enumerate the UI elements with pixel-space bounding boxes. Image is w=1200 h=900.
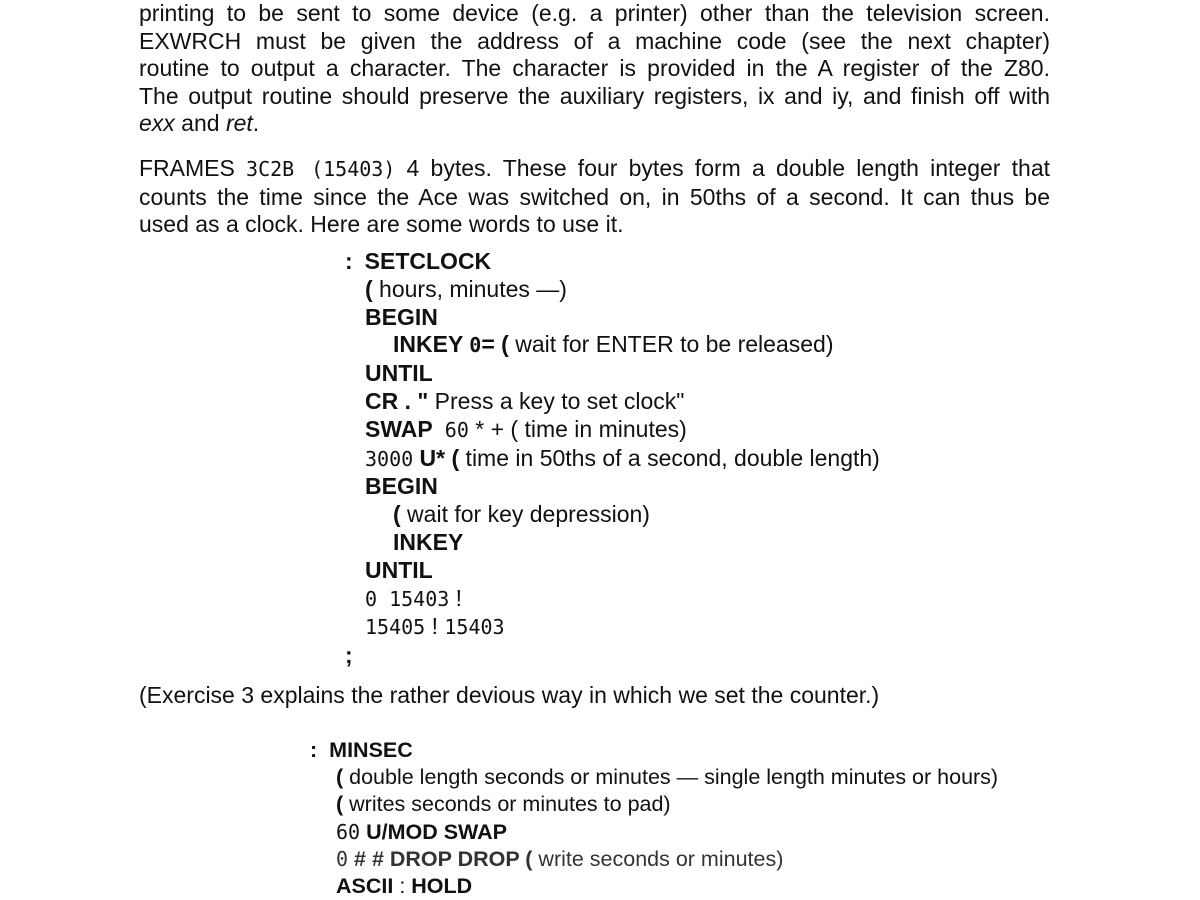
- period: .: [252, 110, 260, 136]
- keyword: INKEY: [393, 331, 470, 358]
- frames-line-3: used as a clock. Here are some words to use it.: [139, 211, 624, 237]
- comment: write seconds or minutes): [532, 846, 784, 871]
- exercise-note-text: (Exercise 3 explains the rather devious way in which we set the counter.): [139, 682, 880, 708]
- comment: wait for key depression): [400, 501, 650, 528]
- minsec-header: [310, 737, 972, 764]
- minsec-code-block: [310, 737, 999, 900]
- code-line: [365, 388, 880, 416]
- exx-term: exx: [139, 110, 175, 136]
- frames-hex: 3C2B: [246, 157, 295, 181]
- paren: (: [336, 765, 344, 790]
- colon: :: [345, 248, 353, 274]
- code-end: ;: [345, 642, 353, 669]
- number: 15405: [365, 615, 426, 640]
- code-line: [365, 613, 880, 642]
- intro-paragraph: [139, 0, 1050, 138]
- intro-line-2: EXWRCH must be given the address of a machine code (see the next chapter): [139, 27, 1050, 54]
- string-text: Press a key to set clock": [428, 387, 685, 414]
- keyword: !: [449, 584, 463, 611]
- comment: time in 50ths of a second, double length): [459, 444, 880, 471]
- paren: (: [365, 275, 373, 302]
- setclock-code-block: [345, 248, 880, 670]
- frames-paragraph: [139, 155, 1050, 239]
- minsec-name: MINSEC: [329, 738, 413, 762]
- code-line: [365, 585, 880, 614]
- keyword: U/MOD SWAP: [360, 819, 508, 844]
- paren: (: [393, 501, 401, 528]
- comment: double length seconds or minutes — single length minutes or hours): [343, 765, 999, 790]
- code-line: [336, 873, 998, 900]
- code-line: [365, 416, 880, 445]
- and-text: and: [174, 110, 226, 136]
- number: 60: [336, 819, 361, 844]
- comment: * + ( time in minutes): [468, 415, 687, 442]
- number: 0 15403: [365, 586, 450, 611]
- exercise-note: [139, 682, 1050, 710]
- keyword: HOLD: [411, 874, 473, 899]
- keyword: CR . ": [365, 387, 429, 414]
- intro-line-4: The output routine should preserve the auxiliary registers, ix and iy, and finish off with: [139, 82, 1050, 109]
- ret-term: ret: [225, 110, 253, 136]
- intro-line-3: routine to output a character. The character is provided in the A register of the Z80.: [139, 55, 1050, 81]
- keyword: ASCII: [336, 874, 394, 899]
- keyword: !: [425, 613, 445, 640]
- frames-line-1-rest: 4 bytes. These four bytes form a double length integer that: [395, 155, 1051, 181]
- code-line: [365, 445, 880, 474]
- frames-line-2: counts the time since the Ace was switched on, in 50ths of a second. It can thus be: [139, 183, 1050, 210]
- paren: (: [336, 792, 344, 817]
- setclock-name: SETCLOCK: [364, 248, 492, 274]
- number: 0: [469, 333, 482, 358]
- code-line: [336, 764, 998, 791]
- code-line: BEGIN: [365, 473, 438, 500]
- code-line: [393, 501, 908, 529]
- number: 15403: [444, 615, 505, 640]
- intro-line-5: [139, 110, 1050, 138]
- separator: :: [393, 874, 412, 899]
- keyword: = (: [481, 331, 509, 358]
- code-line: UNTIL: [365, 360, 433, 387]
- code-line: INKEY: [393, 528, 464, 555]
- code-line: [336, 819, 998, 846]
- code-line: [336, 846, 998, 873]
- frames-name: FRAMES: [139, 155, 247, 181]
- code-line: [393, 331, 908, 360]
- comment: wait for ENTER to be released): [508, 331, 834, 358]
- keyword: U* (: [413, 444, 460, 471]
- keyword: SWAP: [365, 415, 433, 442]
- setclock-header: [345, 248, 860, 276]
- frames-line-1: [139, 155, 1050, 184]
- colon: :: [310, 738, 318, 762]
- frames-dec: (15403): [294, 157, 396, 181]
- keyword: # # DROP DROP (: [348, 846, 533, 871]
- comment: writes seconds or minutes to pad): [343, 792, 671, 817]
- code-line: UNTIL: [365, 556, 433, 583]
- code-line: BEGIN: [365, 303, 438, 330]
- code-line: [336, 791, 998, 818]
- code-line: [365, 276, 880, 304]
- number: 0: [336, 846, 349, 871]
- comment: hours, minutes —): [372, 275, 567, 302]
- number: 3000: [365, 446, 414, 471]
- number: 60: [432, 417, 469, 442]
- intro-line-1: printing to be sent to some device (e.g. a printer) other than the television screen.: [139, 0, 1050, 26]
